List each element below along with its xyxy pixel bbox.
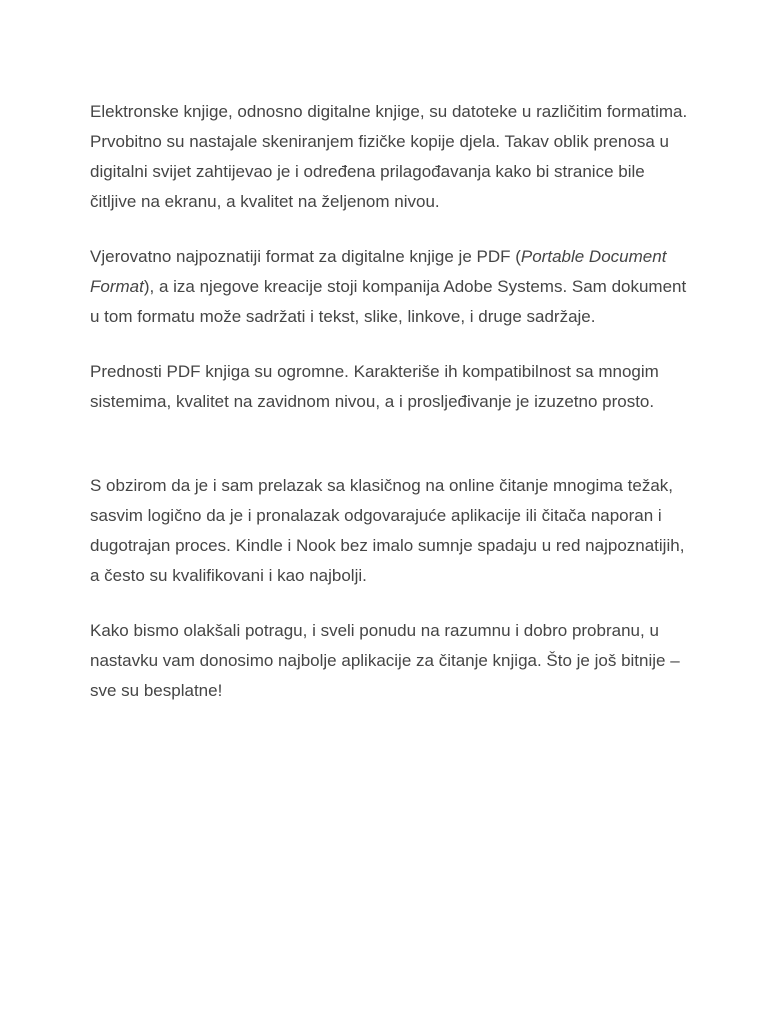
pdf-full-name: Portable Document Format	[90, 247, 667, 296]
paragraph-reader-apps: S obzirom da je i sam prelazak sa klasičnog na online čitanje mnogima težak, sasvim logično da je i pronalazak odgovarajuće aplikacije ili čitača naporan i dugotrajan proces. Kindle i Nook bez imalo sumnje spadaju u red najpoznatijih, a često su kvalifikovani i kao najbolji.	[90, 476, 685, 585]
paragraph-pdf-advantages: Prednosti PDF knjiga su ogromne. Karakteriše ih kompatibilnost sa mnogim sistemima, kvalitet na zavidnom nivou, a i prosljeđivanje je izuzetno prosto.	[90, 362, 659, 411]
paragraph-pdf-format	[90, 242, 688, 332]
pdf-text-before: Vjerovatno najpoznatiji format za digitalne knjige je PDF (	[90, 247, 521, 266]
pdf-text-after: ), a iza njegove kreacije stoji kompanija Adobe Systems. Sam dokument u tom formatu može sadržati i tekst, slike, linkove, i druge sadržaje.	[90, 277, 687, 326]
article-body	[90, 97, 688, 731]
paragraph-ebook-definition: Elektronske knjige, odnosno digitalne knjige, su datoteke u različitim formatima. Prvobitno su nastajale skeniranjem fizičke kopije djela. Takav oblik prenosa u digitalni svijet zahtijevao je i određena prilagođavanja kako bi stranice bile čitljive na ekranu, a kvalitet na željenom nivou.	[90, 102, 688, 211]
paragraph-best-apps: Kako bismo olakšali potragu, i sveli ponudu na razumnu i dobro probranu, u nastavku vam donosimo najbolje aplikacije za čitanje knjiga. Što je još bitnije – sve su besplatne!	[90, 621, 680, 700]
